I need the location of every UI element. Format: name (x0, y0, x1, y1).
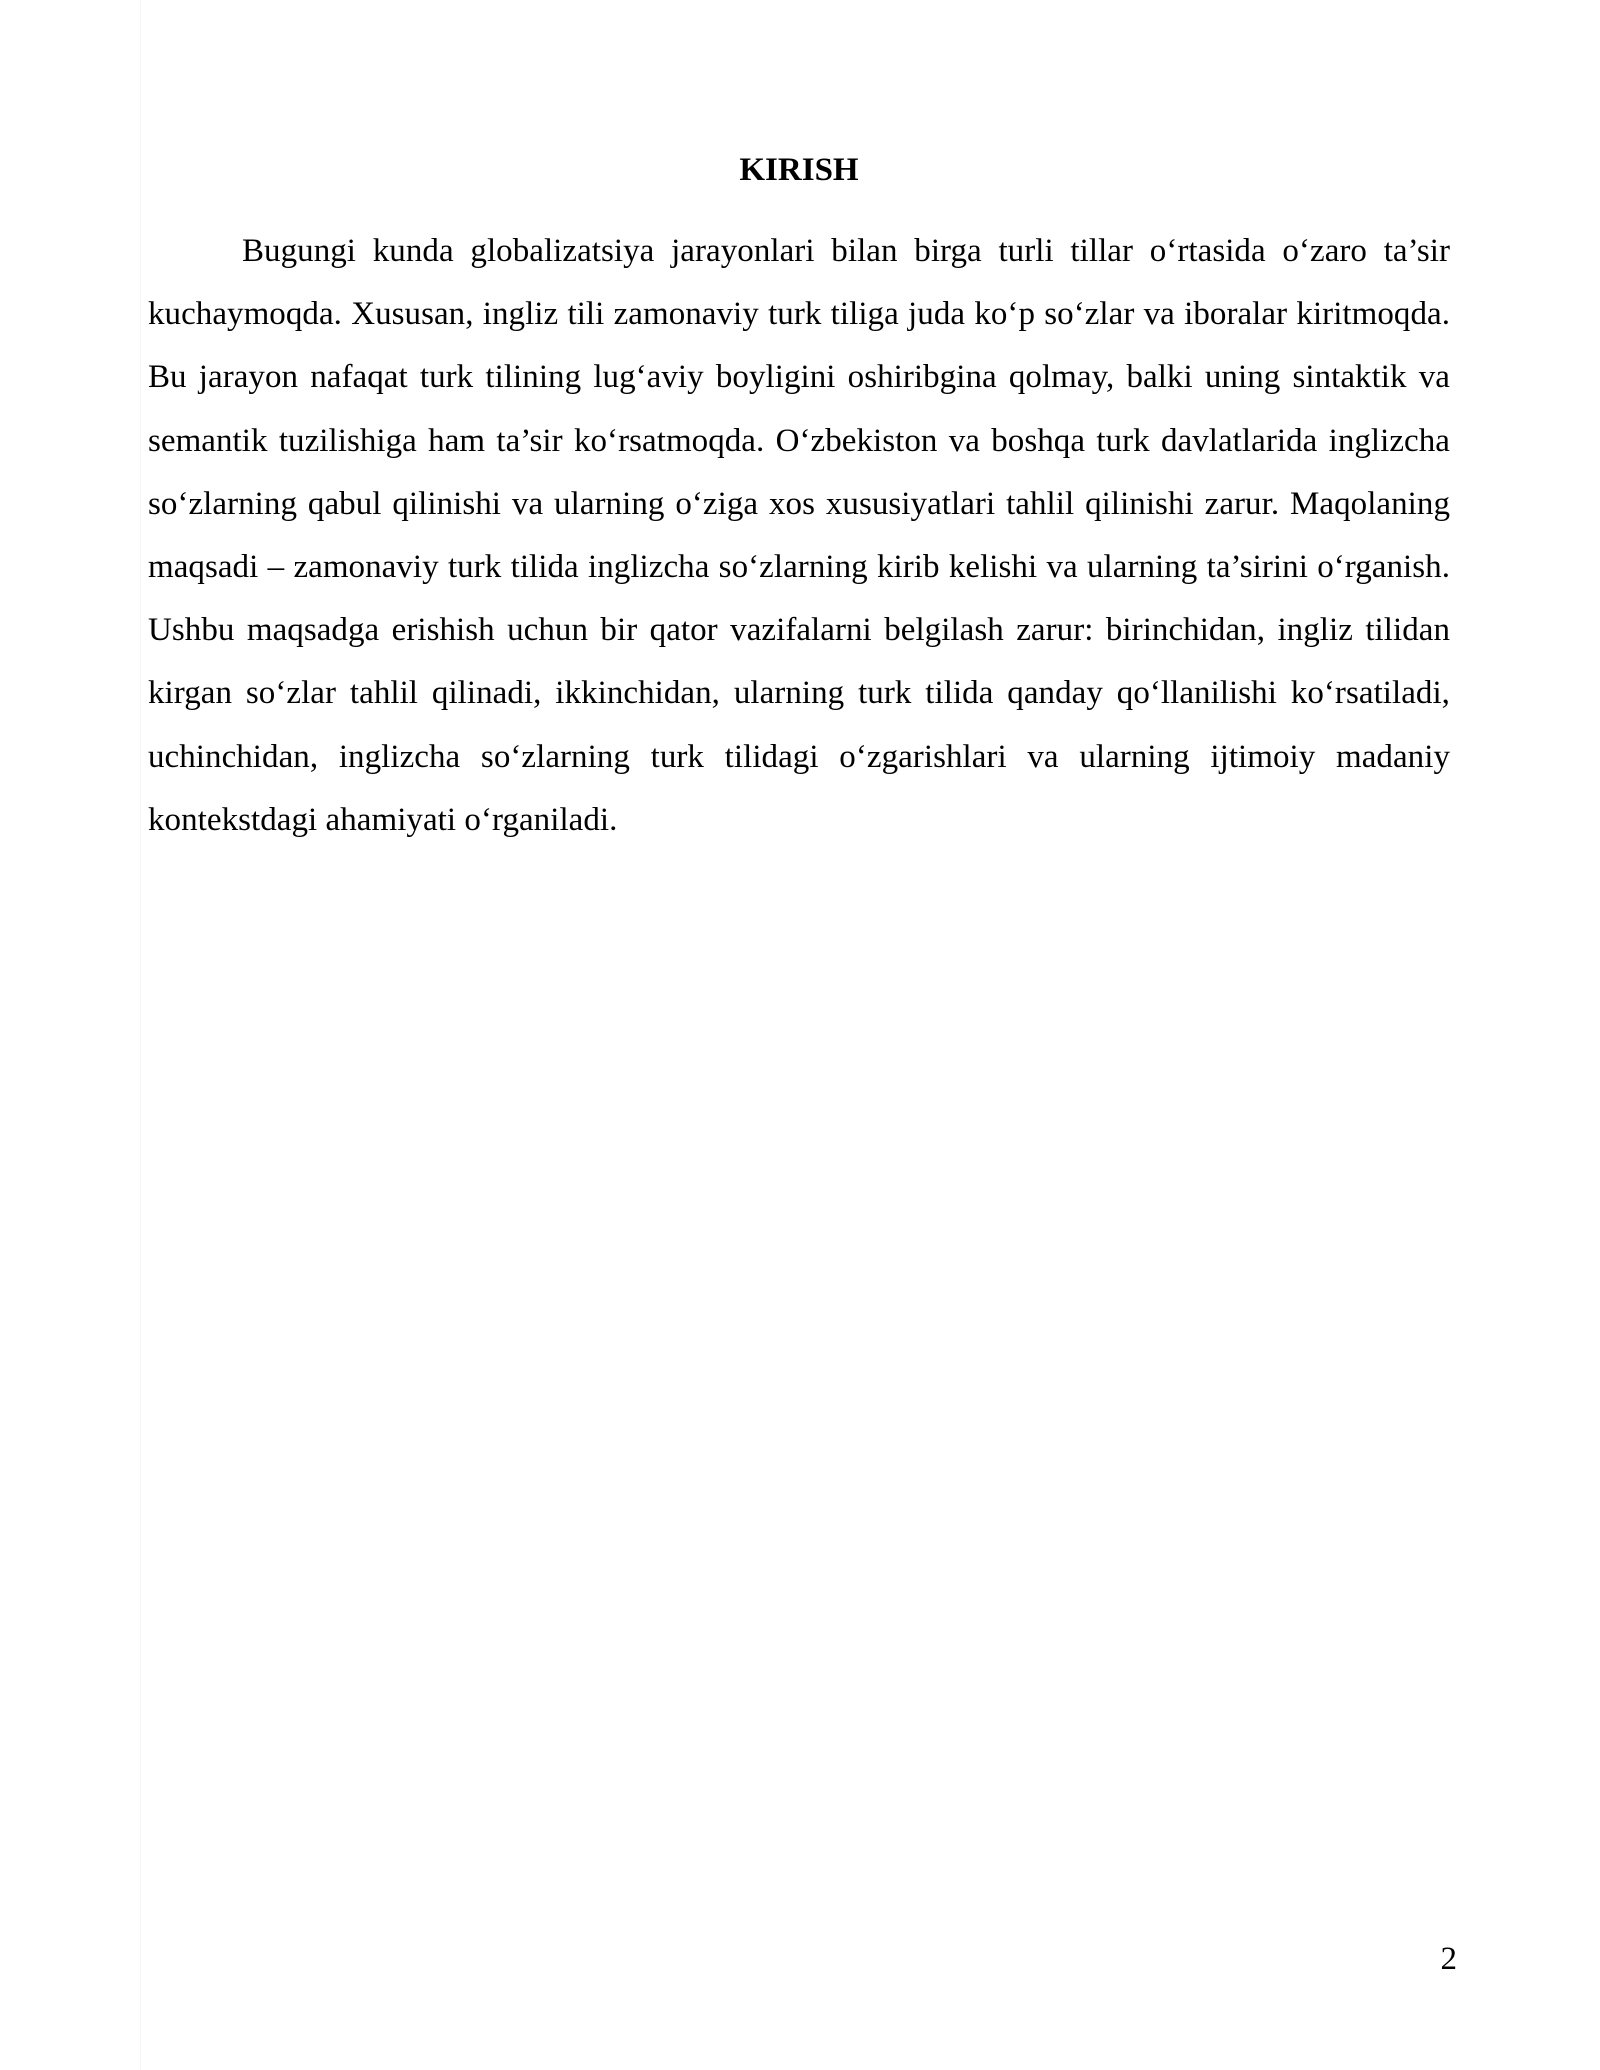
page-margin-shadow (140, 0, 141, 2070)
body-paragraph: Bugungi kunda globalizatsiya jarayonlari bilan birga turli tillar o‘rtasida o‘zaro ta’sir kuchaymoqda. Xususan, ingliz tili zamonaviy turk tiliga juda ko‘p so‘zlar va iboralar kiritmoqda. Bu jarayon nafaqat turk tilining lug‘aviy boyligini oshiribgina qolmay, balki uning sintaktik va semantik tuzilishiga ham ta’sir ko‘rsatmoqda. O‘zbekiston va boshqa turk davlatlarida inglizcha so‘zlarning qabul qilinishi va ularning o‘ziga xos xususiyatlari tahlil qilinishi zarur. Maqolaning maqsadi – zamonaviy turk tilida inglizcha so‘zlarning kirib kelishi va ularning ta’sirini o‘rganish. Ushbu maqsadga erishish uchun bir qator vazifalarni belgilash zarur: birinchidan, ingliz tilidan kirgan so‘zlar tahlil qilinadi, ikkinchidan, ularning turk tilida qanday qo‘llanilishi ko‘rsatiladi, uchinchidan, inglizcha so‘zlarning turk tilidagi o‘zgarishlari va ularning ijtimoiy madaniy kontekstdagi ahamiyati o‘rganiladi. (148, 233, 1450, 838)
page-title: KIRISH (739, 152, 859, 188)
page-number: 2 (1440, 1941, 1457, 1977)
